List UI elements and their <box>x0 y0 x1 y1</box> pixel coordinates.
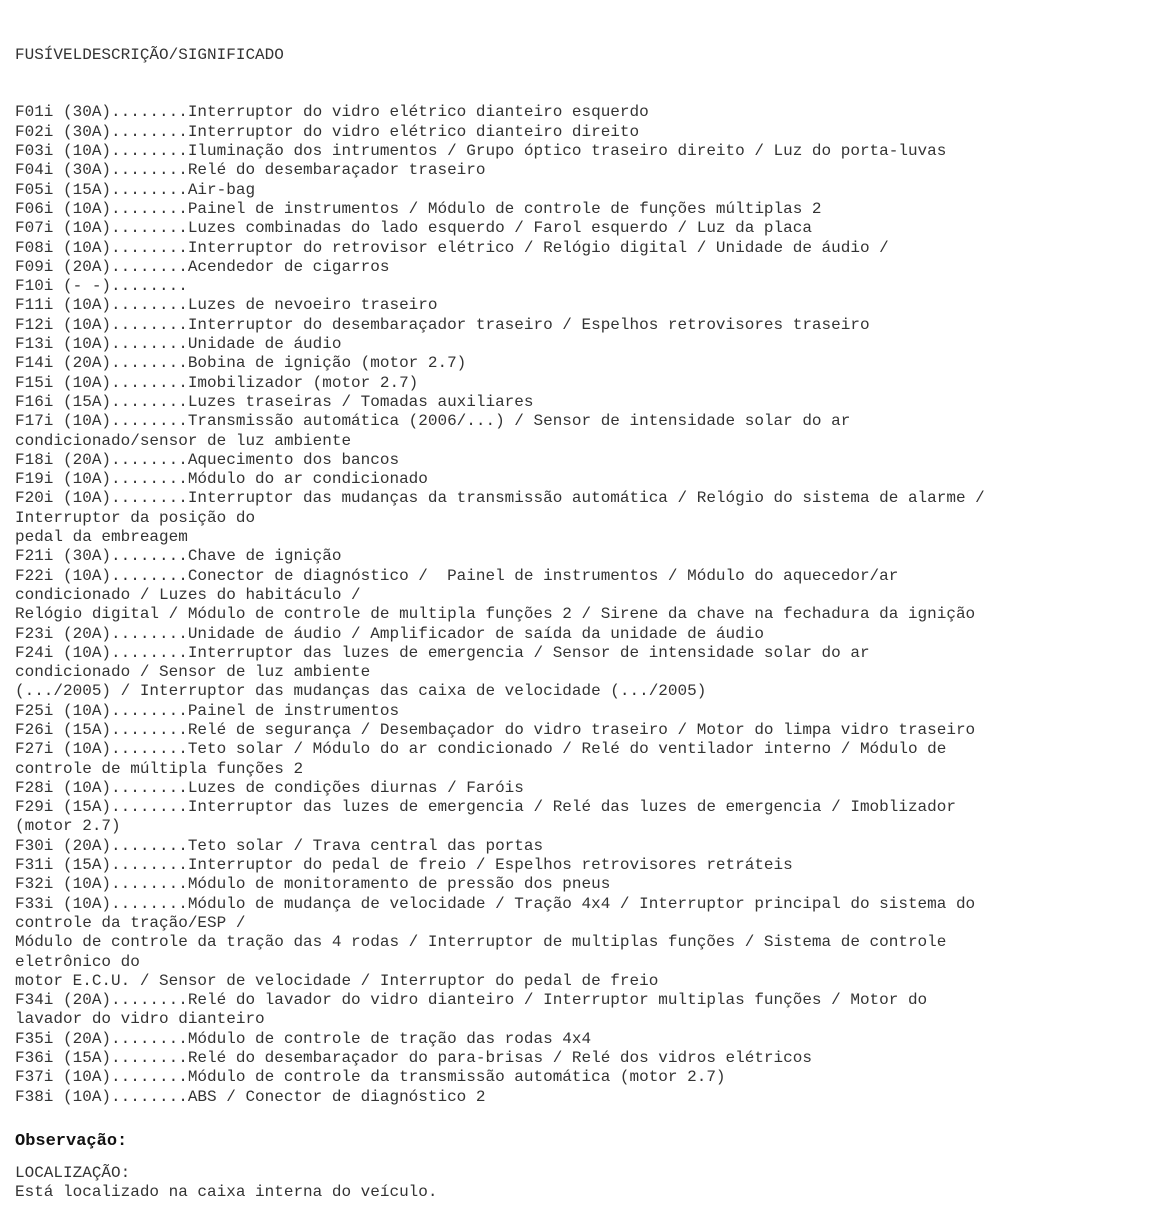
fuse-line: eletrônico do <box>15 952 140 971</box>
fuse-line: condicionado / Luzes do habitáculo / <box>15 585 361 604</box>
fuse-line: F04i (30A)........Relé do desembaraçador traseiro <box>15 161 486 180</box>
fuse-line: F30i (20A)........Teto solar / Trava central das portas <box>15 836 544 855</box>
fuse-line: controle de múltipla funções 2 <box>15 759 304 778</box>
fuse-line: F31i (15A)........Interruptor do pedal de freio / Espelhos retrovisores retráteis <box>15 856 793 875</box>
observation-section <box>15 1132 1145 1203</box>
fuse-line: F26i (15A)........Relé de segurança / Desembaçador do vidro traseiro / Motor do limpa vidro traseiro <box>15 720 976 739</box>
fuse-line: Interruptor da posição do <box>15 508 256 527</box>
fuse-line: F33i (10A)........Módulo de mudança de velocidade / Tração 4x4 / Interruptor principal do sistema do <box>15 894 976 913</box>
fuse-line: F19i (10A)........Módulo do ar condicionado <box>15 470 428 489</box>
fuse-line: lavador do vidro dianteiro <box>15 1010 265 1029</box>
fuse-line: F13i (10A)........Unidade de áudio <box>15 335 342 354</box>
fuse-line: F36i (15A)........Relé do desembaraçador do para-brisas / Relé dos vidros elétricos <box>15 1049 812 1068</box>
fuse-line: F01i (30A)........Interruptor do vidro elétrico dianteiro esquerdo <box>15 103 649 122</box>
fuse-line: F18i (20A)........Aquecimento dos bancos <box>15 450 400 469</box>
fuse-line: F20i (10A)........Interruptor das mudanças da transmissão automática / Relógio do sistema de alarme / <box>15 489 985 508</box>
fuse-table-header: FUSÍVELDESCRIÇÃO/SIGNIFICADO <box>15 45 284 64</box>
fuse-lines <box>15 103 1145 1106</box>
fuse-line: F07i (10A)........Luzes combinadas do lado esquerdo / Farol esquerdo / Luz da placa <box>15 219 812 238</box>
fuse-line: Relógio digital / Módulo de controle de multipla funções 2 / Sirene da chave na fechadura da ignição <box>15 605 976 624</box>
fuse-line: F03i (10A)........Iluminação dos intrumentos / Grupo óptico traseiro direito / Luz do porta-luvas <box>15 142 947 161</box>
fuse-line: condicionado / Sensor de luz ambiente <box>15 663 371 682</box>
fuse-line: (motor 2.7) <box>15 817 121 836</box>
fuse-line: F08i (10A)........Interruptor do retrovisor elétrico / Relógio digital / Unidade de áudio / <box>15 238 889 257</box>
fuse-line: F37i (10A)........Módulo de controle da transmissão automática (motor 2.7) <box>15 1068 726 1087</box>
fuse-line: F21i (30A)........Chave de ignição <box>15 547 342 566</box>
fuse-line: F14i (20A)........Bobina de ignição (motor 2.7) <box>15 354 467 373</box>
observation-title: Observação: <box>15 1132 128 1151</box>
fuse-line: F38i (10A)........ABS / Conector de diagnóstico 2 <box>15 1087 486 1106</box>
fuse-line: F02i (30A)........Interruptor do vidro elétrico dianteiro direito <box>15 122 640 141</box>
fuse-list <box>15 7 1145 1146</box>
fuse-line: F11i (10A)........Luzes de nevoeiro traseiro <box>15 296 438 315</box>
fuse-line: Módulo de controle da tração das 4 rodas / Interruptor de multiplas funções / Sistema de controle <box>15 933 947 952</box>
fuse-line: F12i (10A)........Interruptor do desembaraçador traseiro / Espelhos retrovisores traseiro <box>15 315 870 334</box>
fuse-line: F05i (15A)........Air-bag <box>15 180 256 199</box>
fuse-line: pedal da embreagem <box>15 528 188 547</box>
fuse-document <box>15 7 1145 1146</box>
fuse-line: (.../2005) / Interruptor das mudanças das caixa de velocidade (.../2005) <box>15 682 707 701</box>
fuse-line: controle da tração/ESP / <box>15 913 246 932</box>
fuse-line: F22i (10A)........Conector de diagnóstico / Painel de instrumentos / Módulo do aquecedor/ar <box>15 566 899 585</box>
fuse-line: F10i (- -)........ <box>15 277 188 296</box>
location-text: Está localizado na caixa interna do veículo. <box>15 1183 438 1202</box>
location-label: LOCALIZAÇÃO: <box>15 1164 131 1182</box>
fuse-line: motor E.C.U. / Sensor de velocidade / Interruptor do pedal de freio <box>15 971 659 990</box>
fuse-line: F24i (10A)........Interruptor das luzes de emergencia / Sensor de intensidade solar do ar <box>15 643 870 662</box>
fuse-line: F35i (20A)........Módulo de controle de tração das rodas 4x4 <box>15 1029 592 1048</box>
fuse-line: F23i (20A)........Unidade de áudio / Amplificador de saída da unidade de áudio <box>15 624 764 643</box>
fuse-line: F27i (10A)........Teto solar / Módulo do ar condicionado / Relé do ventilador interno / Módulo de <box>15 740 947 759</box>
fuse-line: F29i (15A)........Interruptor das luzes de emergencia / Relé das luzes de emergencia / Imoblizador <box>15 798 956 817</box>
fuse-line: F17i (10A)........Transmissão automática (2006/...) / Sensor de intensidade solar do ar <box>15 412 851 431</box>
fuse-line: F28i (10A)........Luzes de condições diurnas / Faróis <box>15 778 524 797</box>
fuse-line: F32i (10A)........Módulo de monitoramento de pressão dos pneus <box>15 875 611 894</box>
fuse-line: F34i (20A)........Relé do lavador do vidro dianteiro / Interruptor multiplas funções / Motor do <box>15 991 928 1010</box>
fuse-line: condicionado/sensor de luz ambiente <box>15 431 352 450</box>
fuse-line: F15i (10A)........Imobilizador (motor 2.7) <box>15 373 419 392</box>
fuse-line: F09i (20A)........Acendedor de cigarros <box>15 257 390 276</box>
fuse-line: F06i (10A)........Painel de instrumentos / Módulo de controle de funções múltiplas 2 <box>15 199 822 218</box>
fuse-line: F25i (10A)........Painel de instrumentos <box>15 701 400 720</box>
fuse-line: F16i (15A)........Luzes traseiras / Tomadas auxiliares <box>15 392 534 411</box>
